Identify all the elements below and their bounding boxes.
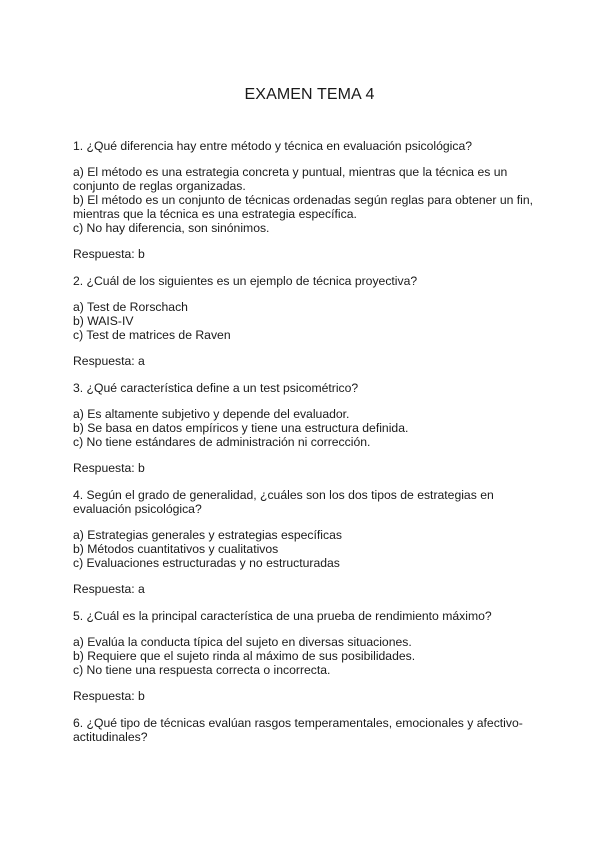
question-6 xyxy=(73,716,540,744)
option-b: b) El método es un conjunto de técnicas ordenadas según reglas para obtener un fin, mientras que la técnica es una estrategia específica. xyxy=(73,193,534,221)
option-a: a) El método es una estrategia concreta y puntual, mientras que la técnica es un conjunto de reglas organizadas. xyxy=(73,165,508,193)
option-a: a) Evalúa la conducta típica del sujeto en diversas situaciones. xyxy=(73,635,412,649)
question-1 xyxy=(73,139,540,261)
options-list xyxy=(73,407,540,449)
question-text: 4. Según el grado de generalidad, ¿cuáles son los dos tipos de estrategias en evaluación psicológica? xyxy=(73,488,494,516)
answer: Respuesta: a xyxy=(73,582,145,596)
question-text: 1. ¿Qué diferencia hay entre método y técnica en evaluación psicológica? xyxy=(73,139,473,153)
option-c: c) No tiene una respuesta correcta o incorrecta. xyxy=(73,663,331,677)
options-list xyxy=(73,528,540,570)
option-c: c) No tiene estándares de administración ni corrección. xyxy=(73,435,371,449)
answer: Respuesta: b xyxy=(73,689,145,703)
option-b: b) Métodos cuantitativos y cualitativos xyxy=(73,542,279,556)
answer: Respuesta: a xyxy=(73,354,145,368)
question-text: 3. ¿Qué característica define a un test psicométrico? xyxy=(73,381,359,395)
option-c: c) No hay diferencia, son sinónimos. xyxy=(73,221,270,235)
answer: Respuesta: b xyxy=(73,461,145,475)
page-title: EXAMEN TEMA 4 xyxy=(244,86,375,103)
question-text: 2. ¿Cuál de los siguientes es un ejemplo de técnica proyectiva? xyxy=(73,274,418,288)
option-b: b) Requiere que el sujeto rinda al máximo de sus posibilidades. xyxy=(73,649,416,663)
question-text: 6. ¿Qué tipo de técnicas evalúan rasgos temperamentales, emocionales y afectivo-actitudinales? xyxy=(73,716,523,744)
question-3 xyxy=(73,381,540,475)
option-b: b) Se basa en datos empíricos y tiene una estructura definida. xyxy=(73,421,409,435)
options-list xyxy=(73,300,540,342)
option-b: b) WAIS-IV xyxy=(73,314,134,328)
question-2 xyxy=(73,274,540,368)
options-list xyxy=(73,635,540,677)
options-list xyxy=(73,165,540,235)
question-5 xyxy=(73,609,540,703)
answer: Respuesta: b xyxy=(73,247,145,261)
option-c: c) Test de matrices de Raven xyxy=(73,328,231,342)
option-a: a) Es altamente subjetivo y depende del evaluador. xyxy=(73,407,350,421)
option-a: a) Estrategias generales y estrategias específicas xyxy=(73,528,342,542)
question-text: 5. ¿Cuál es la principal característica de una prueba de rendimiento máximo? xyxy=(73,609,492,623)
option-a: a) Test de Rorschach xyxy=(73,300,188,314)
option-c: c) Evaluaciones estructuradas y no estructuradas xyxy=(73,556,340,570)
question-4 xyxy=(73,488,540,596)
